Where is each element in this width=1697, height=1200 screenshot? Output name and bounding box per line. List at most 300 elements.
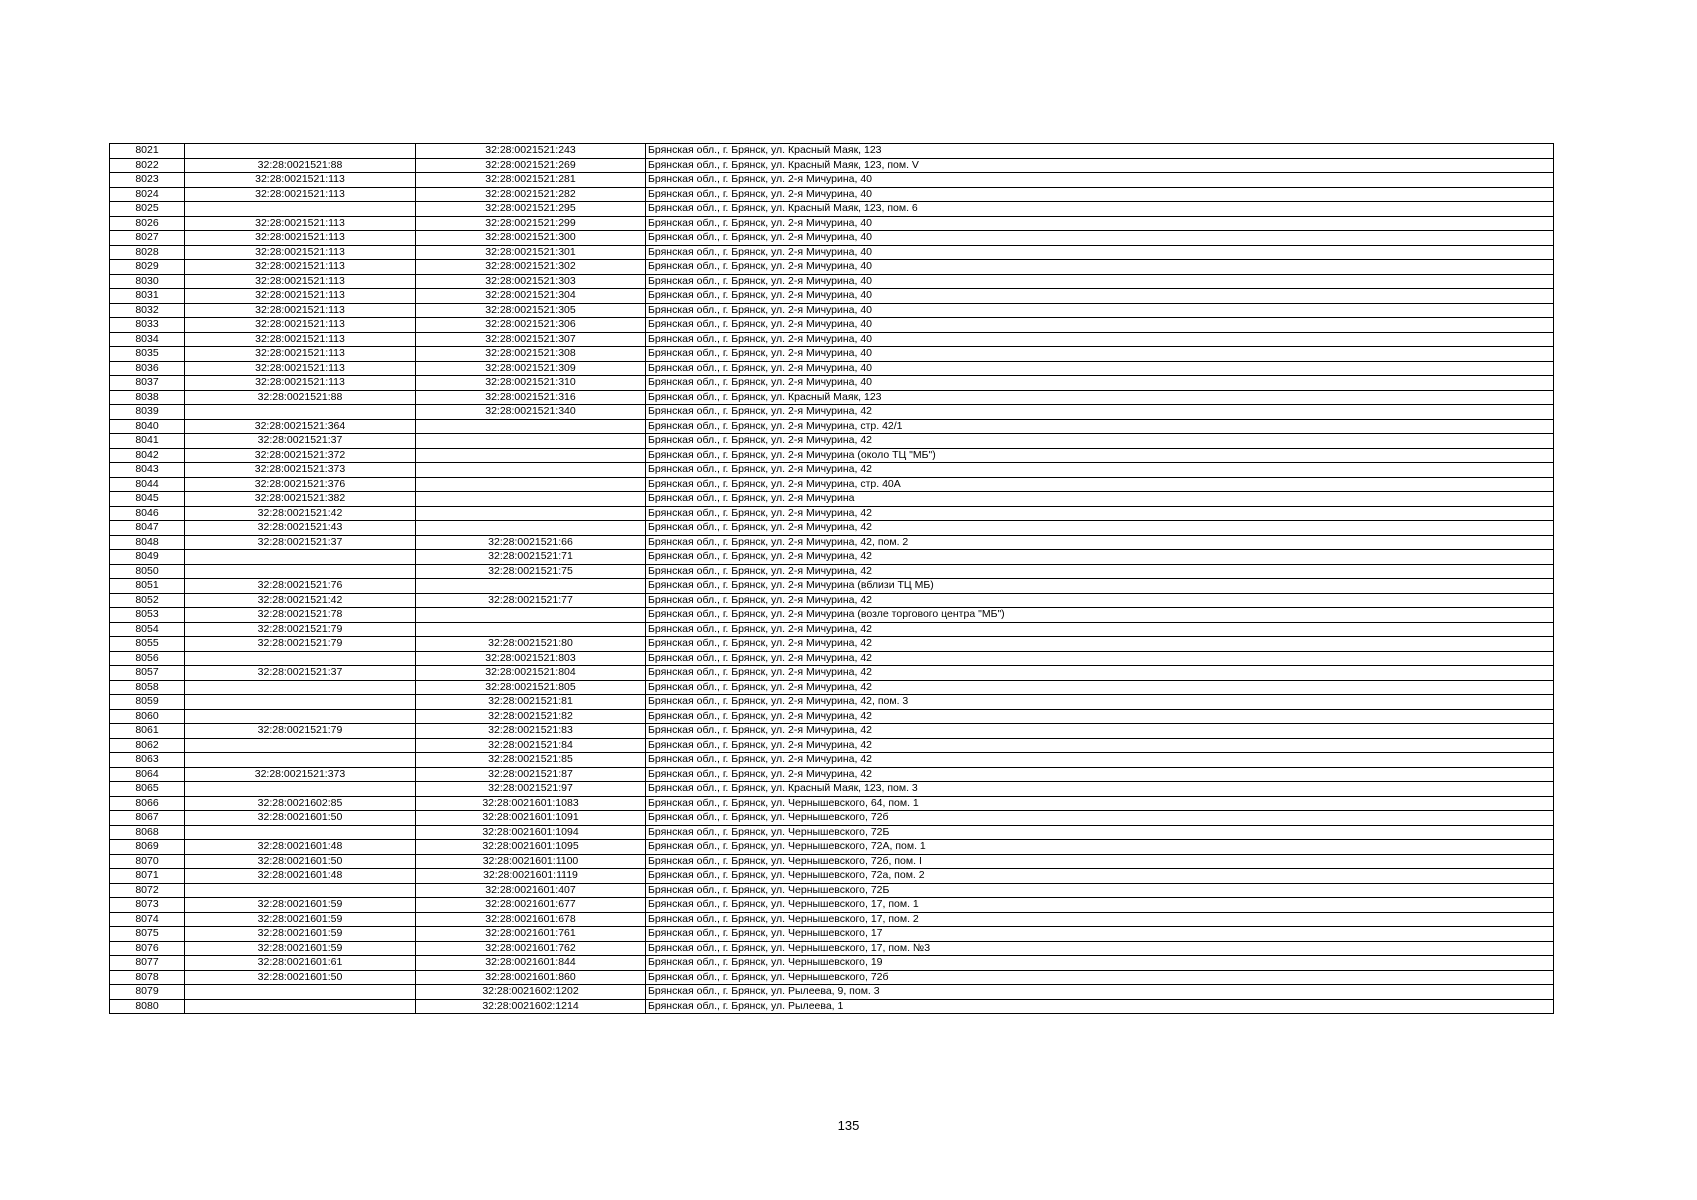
parent-cadastral-number-cell: 32:28:0021601:59 <box>185 941 416 956</box>
parent-cadastral-number-cell <box>185 883 416 898</box>
cadastral-number-cell <box>416 579 646 594</box>
cadastral-number-cell: 32:28:0021601:1095 <box>416 840 646 855</box>
table-row <box>110 941 1554 956</box>
row-number-cell: 8079 <box>110 985 185 1000</box>
parent-cadastral-number-cell: 32:28:0021521:113 <box>185 361 416 376</box>
parent-cadastral-number-cell <box>185 680 416 695</box>
row-number-cell: 8077 <box>110 956 185 971</box>
table-row <box>110 173 1554 188</box>
row-number-cell: 8025 <box>110 202 185 217</box>
parent-cadastral-number-cell <box>185 144 416 159</box>
parent-cadastral-number-cell: 32:28:0021521:79 <box>185 637 416 652</box>
address-cell: Брянская обл., г. Брянск, ул. 2-я Мичурина, 42 <box>646 564 1554 579</box>
address-cell: Брянская обл., г. Брянск, ул. Чернышевского, 17, пом. 1 <box>646 898 1554 913</box>
address-cell: Брянская обл., г. Брянск, ул. 2-я Мичурина, 42 <box>646 637 1554 652</box>
table-row <box>110 535 1554 550</box>
table-row <box>110 260 1554 275</box>
row-number-cell: 8069 <box>110 840 185 855</box>
table-row <box>110 709 1554 724</box>
table-row <box>110 303 1554 318</box>
row-number-cell: 8080 <box>110 999 185 1014</box>
cadastral-number-cell: 32:28:0021521:295 <box>416 202 646 217</box>
row-number-cell: 8065 <box>110 782 185 797</box>
cadastral-number-cell <box>416 434 646 449</box>
registry-table-body <box>110 144 1554 1014</box>
table-row <box>110 912 1554 927</box>
address-cell: Брянская обл., г. Брянск, ул. 2-я Мичурина, 40 <box>646 260 1554 275</box>
row-number-cell: 8062 <box>110 738 185 753</box>
cadastral-number-cell: 32:28:0021521:97 <box>416 782 646 797</box>
cadastral-number-cell: 32:28:0021601:762 <box>416 941 646 956</box>
table-row <box>110 753 1554 768</box>
cadastral-number-cell: 32:28:0021521:85 <box>416 753 646 768</box>
address-cell: Брянская обл., г. Брянск, ул. Красный Маяк, 123, пом. 3 <box>646 782 1554 797</box>
address-cell: Брянская обл., г. Брянск, ул. 2-я Мичурина, 42 <box>646 622 1554 637</box>
cadastral-number-cell: 32:28:0021521:75 <box>416 564 646 579</box>
cadastral-number-cell: 32:28:0021521:304 <box>416 289 646 304</box>
table-row <box>110 738 1554 753</box>
row-number-cell: 8053 <box>110 608 185 623</box>
table-row <box>110 724 1554 739</box>
parent-cadastral-number-cell: 32:28:0021521:364 <box>185 419 416 434</box>
parent-cadastral-number-cell <box>185 550 416 565</box>
address-cell: Брянская обл., г. Брянск, ул. 2-я Мичурина, 42 <box>646 651 1554 666</box>
row-number-cell: 8022 <box>110 158 185 173</box>
address-cell: Брянская обл., г. Брянск, ул. Красный Маяк, 123 <box>646 144 1554 159</box>
table-row <box>110 579 1554 594</box>
address-cell: Брянская обл., г. Брянск, ул. Чернышевского, 64, пом. 1 <box>646 796 1554 811</box>
parent-cadastral-number-cell: 32:28:0021521:373 <box>185 767 416 782</box>
table-row <box>110 550 1554 565</box>
address-cell: Брянская обл., г. Брянск, ул. 2-я Мичурина, 42 <box>646 738 1554 753</box>
cadastral-number-cell: 32:28:0021521:804 <box>416 666 646 681</box>
cadastral-number-cell <box>416 463 646 478</box>
cadastral-number-cell: 32:28:0021521:282 <box>416 187 646 202</box>
row-number-cell: 8047 <box>110 521 185 536</box>
row-number-cell: 8070 <box>110 854 185 869</box>
cadastral-number-cell: 32:28:0021521:805 <box>416 680 646 695</box>
row-number-cell: 8040 <box>110 419 185 434</box>
address-cell: Брянская обл., г. Брянск, ул. 2-я Мичурина, 42 <box>646 506 1554 521</box>
row-number-cell: 8030 <box>110 274 185 289</box>
parent-cadastral-number-cell <box>185 782 416 797</box>
parent-cadastral-number-cell <box>185 202 416 217</box>
address-cell: Брянская обл., г. Брянск, ул. 2-я Мичурина, 42 <box>646 434 1554 449</box>
row-number-cell: 8068 <box>110 825 185 840</box>
cadastral-number-cell: 32:28:0021521:306 <box>416 318 646 333</box>
parent-cadastral-number-cell: 32:28:0021521:113 <box>185 303 416 318</box>
address-cell: Брянская обл., г. Брянск, ул. 2-я Мичурина, 40 <box>646 318 1554 333</box>
parent-cadastral-number-cell <box>185 564 416 579</box>
row-number-cell: 8039 <box>110 405 185 420</box>
row-number-cell: 8057 <box>110 666 185 681</box>
parent-cadastral-number-cell: 32:28:0021601:50 <box>185 970 416 985</box>
cadastral-number-cell <box>416 521 646 536</box>
parent-cadastral-number-cell: 32:28:0021601:50 <box>185 854 416 869</box>
parent-cadastral-number-cell: 32:28:0021521:88 <box>185 158 416 173</box>
parent-cadastral-number-cell <box>185 738 416 753</box>
row-number-cell: 8023 <box>110 173 185 188</box>
parent-cadastral-number-cell: 32:28:0021601:59 <box>185 898 416 913</box>
table-row <box>110 767 1554 782</box>
cadastral-number-cell: 32:28:0021602:1214 <box>416 999 646 1014</box>
cadastral-number-cell: 32:28:0021521:281 <box>416 173 646 188</box>
parent-cadastral-number-cell <box>185 999 416 1014</box>
table-row <box>110 492 1554 507</box>
cadastral-number-cell: 32:28:0021521:77 <box>416 593 646 608</box>
table-row <box>110 970 1554 985</box>
parent-cadastral-number-cell: 32:28:0021521:113 <box>185 376 416 391</box>
cadastral-number-cell: 32:28:0021521:305 <box>416 303 646 318</box>
cadastral-number-cell: 32:28:0021521:340 <box>416 405 646 420</box>
cadastral-number-cell: 32:28:0021521:81 <box>416 695 646 710</box>
parent-cadastral-number-cell: 32:28:0021601:48 <box>185 869 416 884</box>
parent-cadastral-number-cell: 32:28:0021521:376 <box>185 477 416 492</box>
parent-cadastral-number-cell: 32:28:0021601:59 <box>185 927 416 942</box>
row-number-cell: 8073 <box>110 898 185 913</box>
cadastral-number-cell: 32:28:0021601:1083 <box>416 796 646 811</box>
cadastral-number-cell <box>416 477 646 492</box>
table-row <box>110 144 1554 159</box>
address-cell: Брянская обл., г. Брянск, ул. 2-я Мичурина, 42 <box>646 521 1554 536</box>
cadastral-number-cell: 32:28:0021521:80 <box>416 637 646 652</box>
cadastral-number-cell: 32:28:0021521:269 <box>416 158 646 173</box>
table-row <box>110 390 1554 405</box>
row-number-cell: 8032 <box>110 303 185 318</box>
table-row <box>110 187 1554 202</box>
parent-cadastral-number-cell: 32:28:0021521:88 <box>185 390 416 405</box>
address-cell: Брянская обл., г. Брянск, ул. 2-я Мичурина, стр. 40А <box>646 477 1554 492</box>
row-number-cell: 8054 <box>110 622 185 637</box>
parent-cadastral-number-cell: 32:28:0021521:113 <box>185 318 416 333</box>
parent-cadastral-number-cell: 32:28:0021521:113 <box>185 274 416 289</box>
row-number-cell: 8074 <box>110 912 185 927</box>
parent-cadastral-number-cell: 32:28:0021521:382 <box>185 492 416 507</box>
table-row <box>110 521 1554 536</box>
parent-cadastral-number-cell <box>185 985 416 1000</box>
cadastral-number-cell <box>416 492 646 507</box>
table-row <box>110 956 1554 971</box>
parent-cadastral-number-cell: 32:28:0021521:37 <box>185 535 416 550</box>
parent-cadastral-number-cell: 32:28:0021521:79 <box>185 622 416 637</box>
table-row <box>110 622 1554 637</box>
address-cell: Брянская обл., г. Брянск, ул. 2-я Мичурина, 42 <box>646 405 1554 420</box>
table-row <box>110 680 1554 695</box>
cadastral-number-cell: 32:28:0021521:299 <box>416 216 646 231</box>
row-number-cell: 8034 <box>110 332 185 347</box>
row-number-cell: 8072 <box>110 883 185 898</box>
row-number-cell: 8031 <box>110 289 185 304</box>
address-cell: Брянская обл., г. Брянск, ул. 2-я Мичурина (возле торгового центра "МБ") <box>646 608 1554 623</box>
parent-cadastral-number-cell: 32:28:0021601:59 <box>185 912 416 927</box>
table-row <box>110 332 1554 347</box>
parent-cadastral-number-cell <box>185 825 416 840</box>
parent-cadastral-number-cell: 32:28:0021521:113 <box>185 332 416 347</box>
address-cell: Брянская обл., г. Брянск, ул. 2-я Мичурина, 40 <box>646 231 1554 246</box>
cadastral-number-cell: 32:28:0021521:301 <box>416 245 646 260</box>
table-row <box>110 898 1554 913</box>
parent-cadastral-number-cell: 32:28:0021521:79 <box>185 724 416 739</box>
row-number-cell: 8056 <box>110 651 185 666</box>
row-number-cell: 8036 <box>110 361 185 376</box>
cadastral-number-cell <box>416 419 646 434</box>
address-cell: Брянская обл., г. Брянск, ул. 2-я Мичурина, 42 <box>646 724 1554 739</box>
table-row <box>110 608 1554 623</box>
row-number-cell: 8066 <box>110 796 185 811</box>
row-number-cell: 8055 <box>110 637 185 652</box>
table-row <box>110 448 1554 463</box>
cadastral-number-cell: 32:28:0021601:1119 <box>416 869 646 884</box>
table-row <box>110 883 1554 898</box>
row-number-cell: 8045 <box>110 492 185 507</box>
parent-cadastral-number-cell: 32:28:0021521:373 <box>185 463 416 478</box>
table-row <box>110 202 1554 217</box>
registry-table <box>109 143 1554 1014</box>
parent-cadastral-number-cell: 32:28:0021521:42 <box>185 506 416 521</box>
cadastral-number-cell: 32:28:0021521:66 <box>416 535 646 550</box>
cadastral-number-cell: 32:28:0021521:307 <box>416 332 646 347</box>
parent-cadastral-number-cell: 32:28:0021521:113 <box>185 347 416 362</box>
row-number-cell: 8041 <box>110 434 185 449</box>
cadastral-number-cell: 32:28:0021601:1091 <box>416 811 646 826</box>
parent-cadastral-number-cell <box>185 753 416 768</box>
cadastral-number-cell: 32:28:0021521:84 <box>416 738 646 753</box>
table-row <box>110 782 1554 797</box>
row-number-cell: 8024 <box>110 187 185 202</box>
row-number-cell: 8048 <box>110 535 185 550</box>
table-row <box>110 405 1554 420</box>
table-row <box>110 506 1554 521</box>
address-cell: Брянская обл., г. Брянск, ул. 2-я Мичурина, 42 <box>646 593 1554 608</box>
cadastral-number-cell: 32:28:0021521:82 <box>416 709 646 724</box>
row-number-cell: 8021 <box>110 144 185 159</box>
table-row <box>110 274 1554 289</box>
parent-cadastral-number-cell: 32:28:0021521:113 <box>185 245 416 260</box>
address-cell: Брянская обл., г. Брянск, ул. 2-я Мичурина, 40 <box>646 216 1554 231</box>
address-cell: Брянская обл., г. Брянск, ул. Чернышевского, 17, пом. №3 <box>646 941 1554 956</box>
cadastral-number-cell: 32:28:0021601:1094 <box>416 825 646 840</box>
row-number-cell: 8044 <box>110 477 185 492</box>
cadastral-number-cell: 32:28:0021601:761 <box>416 927 646 942</box>
address-cell: Брянская обл., г. Брянск, ул. 2-я Мичурина, 42 <box>646 666 1554 681</box>
table-row <box>110 854 1554 869</box>
address-cell: Брянская обл., г. Брянск, ул. Красный Маяк, 123, пом. 6 <box>646 202 1554 217</box>
row-number-cell: 8027 <box>110 231 185 246</box>
row-number-cell: 8037 <box>110 376 185 391</box>
address-cell: Брянская обл., г. Брянск, ул. 2-я Мичурина, 40 <box>646 332 1554 347</box>
table-row <box>110 637 1554 652</box>
parent-cadastral-number-cell: 32:28:0021521:113 <box>185 289 416 304</box>
cadastral-number-cell <box>416 608 646 623</box>
cadastral-number-cell: 32:28:0021521:308 <box>416 347 646 362</box>
address-cell: Брянская обл., г. Брянск, ул. 2-я Мичурина, стр. 42/1 <box>646 419 1554 434</box>
row-number-cell: 8052 <box>110 593 185 608</box>
address-cell: Брянская обл., г. Брянск, ул. Чернышевского, 72Б <box>646 883 1554 898</box>
address-cell: Брянская обл., г. Брянск, ул. 2-я Мичурина, 40 <box>646 361 1554 376</box>
address-cell: Брянская обл., г. Брянск, ул. 2-я Мичурина, 40 <box>646 245 1554 260</box>
table-row <box>110 318 1554 333</box>
cadastral-number-cell: 32:28:0021521:310 <box>416 376 646 391</box>
parent-cadastral-number-cell: 32:28:0021521:113 <box>185 173 416 188</box>
row-number-cell: 8075 <box>110 927 185 942</box>
row-number-cell: 8061 <box>110 724 185 739</box>
address-cell: Брянская обл., г. Брянск, ул. 2-я Мичурина, 42 <box>646 753 1554 768</box>
parent-cadastral-number-cell: 32:28:0021601:61 <box>185 956 416 971</box>
row-number-cell: 8043 <box>110 463 185 478</box>
parent-cadastral-number-cell: 32:28:0021601:50 <box>185 811 416 826</box>
cadastral-number-cell <box>416 448 646 463</box>
table-row <box>110 927 1554 942</box>
table-row <box>110 811 1554 826</box>
row-number-cell: 8038 <box>110 390 185 405</box>
cadastral-number-cell: 32:28:0021521:87 <box>416 767 646 782</box>
cadastral-number-cell: 32:28:0021521:83 <box>416 724 646 739</box>
parent-cadastral-number-cell: 32:28:0021521:43 <box>185 521 416 536</box>
parent-cadastral-number-cell: 32:28:0021521:78 <box>185 608 416 623</box>
parent-cadastral-number-cell: 32:28:0021601:48 <box>185 840 416 855</box>
cadastral-number-cell: 32:28:0021521:71 <box>416 550 646 565</box>
row-number-cell: 8058 <box>110 680 185 695</box>
cadastral-number-cell: 32:28:0021521:243 <box>416 144 646 159</box>
row-number-cell: 8064 <box>110 767 185 782</box>
cadastral-number-cell <box>416 506 646 521</box>
cadastral-number-cell: 32:28:0021521:803 <box>416 651 646 666</box>
table-row <box>110 985 1554 1000</box>
address-cell: Брянская обл., г. Брянск, ул. Чернышевского, 72а, пом. 2 <box>646 869 1554 884</box>
cadastral-number-cell: 32:28:0021521:300 <box>416 231 646 246</box>
parent-cadastral-number-cell: 32:28:0021521:37 <box>185 434 416 449</box>
cadastral-number-cell: 32:28:0021601:407 <box>416 883 646 898</box>
table-row <box>110 825 1554 840</box>
address-cell: Брянская обл., г. Брянск, ул. 2-я Мичурина, 42 <box>646 709 1554 724</box>
address-cell: Брянская обл., г. Брянск, ул. 2-я Мичурина, 42 <box>646 463 1554 478</box>
address-cell: Брянская обл., г. Брянск, ул. Чернышевского, 72б <box>646 811 1554 826</box>
cadastral-number-cell: 32:28:0021601:678 <box>416 912 646 927</box>
parent-cadastral-number-cell <box>185 695 416 710</box>
table-row <box>110 695 1554 710</box>
address-cell: Брянская обл., г. Брянск, ул. 2-я Мичурина, 42, пом. 3 <box>646 695 1554 710</box>
address-cell: Брянская обл., г. Брянск, ул. 2-я Мичурина, 40 <box>646 376 1554 391</box>
row-number-cell: 8060 <box>110 709 185 724</box>
address-cell: Брянская обл., г. Брянск, ул. 2-я Мичурина, 40 <box>646 289 1554 304</box>
address-cell: Брянская обл., г. Брянск, ул. 2-я Мичурина (около ТЦ "МБ") <box>646 448 1554 463</box>
cadastral-number-cell: 32:28:0021601:677 <box>416 898 646 913</box>
address-cell: Брянская обл., г. Брянск, ул. 2-я Мичурина, 40 <box>646 347 1554 362</box>
address-cell: Брянская обл., г. Брянск, ул. 2-я Мичурина (вблизи ТЦ МБ) <box>646 579 1554 594</box>
parent-cadastral-number-cell: 32:28:0021521:113 <box>185 231 416 246</box>
address-cell: Брянская обл., г. Брянск, ул. Чернышевского, 72А, пом. 1 <box>646 840 1554 855</box>
address-cell: Брянская обл., г. Брянск, ул. Чернышевского, 72Б <box>646 825 1554 840</box>
parent-cadastral-number-cell: 32:28:0021521:372 <box>185 448 416 463</box>
cadastral-number-cell: 32:28:0021521:309 <box>416 361 646 376</box>
table-row <box>110 666 1554 681</box>
address-cell: Брянская обл., г. Брянск, ул. 2-я Мичурина, 40 <box>646 274 1554 289</box>
table-row <box>110 999 1554 1014</box>
address-cell: Брянская обл., г. Брянск, ул. Чернышевского, 17, пом. 2 <box>646 912 1554 927</box>
address-cell: Брянская обл., г. Брянск, ул. Рылеева, 1 <box>646 999 1554 1014</box>
row-number-cell: 8050 <box>110 564 185 579</box>
cadastral-number-cell: 32:28:0021601:1100 <box>416 854 646 869</box>
address-cell: Брянская обл., г. Брянск, ул. 2-я Мичурина, 42, пом. 2 <box>646 535 1554 550</box>
cadastral-number-cell: 32:28:0021521:302 <box>416 260 646 275</box>
table-row <box>110 245 1554 260</box>
parent-cadastral-number-cell: 32:28:0021521:42 <box>185 593 416 608</box>
row-number-cell: 8076 <box>110 941 185 956</box>
row-number-cell: 8029 <box>110 260 185 275</box>
row-number-cell: 8071 <box>110 869 185 884</box>
cadastral-number-cell: 32:28:0021601:860 <box>416 970 646 985</box>
table-row <box>110 434 1554 449</box>
address-cell: Брянская обл., г. Брянск, ул. Чернышевского, 72б <box>646 970 1554 985</box>
address-cell: Брянская обл., г. Брянск, ул. 2-я Мичурина, 42 <box>646 680 1554 695</box>
row-number-cell: 8028 <box>110 245 185 260</box>
row-number-cell: 8035 <box>110 347 185 362</box>
parent-cadastral-number-cell <box>185 709 416 724</box>
row-number-cell: 8051 <box>110 579 185 594</box>
cadastral-number-cell: 32:28:0021602:1202 <box>416 985 646 1000</box>
table-row <box>110 419 1554 434</box>
row-number-cell: 8049 <box>110 550 185 565</box>
page-number: 135 <box>837 1118 860 1133</box>
table-row <box>110 651 1554 666</box>
table-row <box>110 796 1554 811</box>
row-number-cell: 8078 <box>110 970 185 985</box>
table-row <box>110 158 1554 173</box>
address-cell: Брянская обл., г. Брянск, ул. 2-я Мичурина, 40 <box>646 303 1554 318</box>
parent-cadastral-number-cell: 32:28:0021521:37 <box>185 666 416 681</box>
parent-cadastral-number-cell <box>185 651 416 666</box>
table-row <box>110 361 1554 376</box>
address-cell: Брянская обл., г. Брянск, ул. 2-я Мичурина <box>646 492 1554 507</box>
parent-cadastral-number-cell: 32:28:0021521:113 <box>185 187 416 202</box>
parent-cadastral-number-cell <box>185 405 416 420</box>
address-cell: Брянская обл., г. Брянск, ул. 2-я Мичурина, 40 <box>646 173 1554 188</box>
cadastral-number-cell <box>416 622 646 637</box>
address-cell: Брянская обл., г. Брянск, ул. Рылеева, 9, пом. 3 <box>646 985 1554 1000</box>
table-row <box>110 347 1554 362</box>
table-row <box>110 216 1554 231</box>
table-row <box>110 840 1554 855</box>
table-row <box>110 231 1554 246</box>
address-cell: Брянская обл., г. Брянск, ул. Красный Маяк, 123, пом. V <box>646 158 1554 173</box>
parent-cadastral-number-cell: 32:28:0021521:113 <box>185 260 416 275</box>
address-cell: Брянская обл., г. Брянск, ул. Чернышевского, 19 <box>646 956 1554 971</box>
table-row <box>110 463 1554 478</box>
row-number-cell: 8026 <box>110 216 185 231</box>
parent-cadastral-number-cell: 32:28:0021602:85 <box>185 796 416 811</box>
parent-cadastral-number-cell: 32:28:0021521:76 <box>185 579 416 594</box>
row-number-cell: 8046 <box>110 506 185 521</box>
table-row <box>110 477 1554 492</box>
cadastral-number-cell: 32:28:0021601:844 <box>416 956 646 971</box>
address-cell: Брянская обл., г. Брянск, ул. 2-я Мичурина, 42 <box>646 767 1554 782</box>
address-cell: Брянская обл., г. Брянск, ул. 2-я Мичурина, 42 <box>646 550 1554 565</box>
table-row <box>110 289 1554 304</box>
address-cell: Брянская обл., г. Брянск, ул. Красный Маяк, 123 <box>646 390 1554 405</box>
cadastral-number-cell: 32:28:0021521:303 <box>416 274 646 289</box>
row-number-cell: 8033 <box>110 318 185 333</box>
address-cell: Брянская обл., г. Брянск, ул. 2-я Мичурина, 40 <box>646 187 1554 202</box>
cadastral-number-cell: 32:28:0021521:316 <box>416 390 646 405</box>
table-row <box>110 869 1554 884</box>
parent-cadastral-number-cell: 32:28:0021521:113 <box>185 216 416 231</box>
table-row <box>110 564 1554 579</box>
address-cell: Брянская обл., г. Брянск, ул. Чернышевского, 17 <box>646 927 1554 942</box>
row-number-cell: 8067 <box>110 811 185 826</box>
table-row <box>110 376 1554 391</box>
row-number-cell: 8063 <box>110 753 185 768</box>
table-row <box>110 593 1554 608</box>
